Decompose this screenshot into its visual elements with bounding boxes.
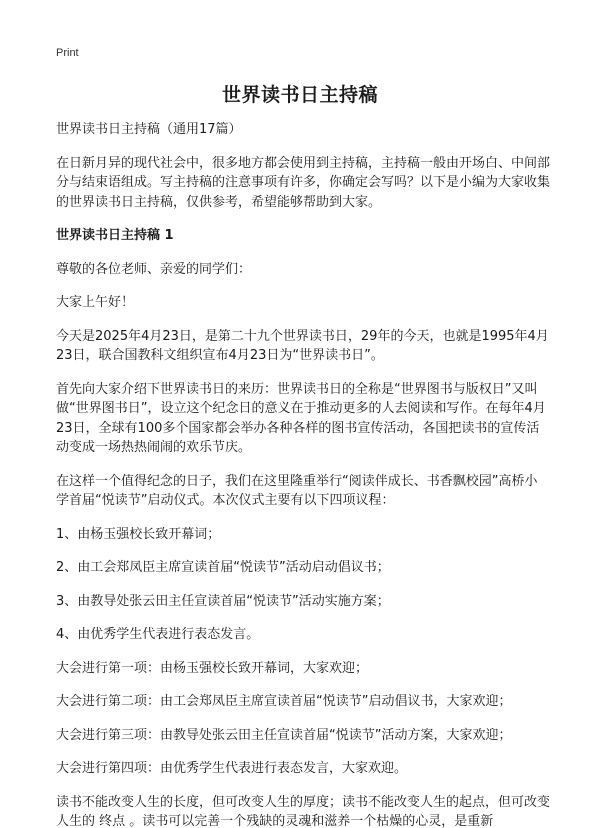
section-heading: 世界读书日主持稿 1 bbox=[56, 228, 174, 243]
paragraph-greeting: 尊敬的各位老师、亲爱的同学们： bbox=[56, 261, 252, 277]
document-body bbox=[56, 120, 550, 828]
paragraph-origin: 首先向大家介绍下世界读书日的来历：世界读书日的全称是“世界图书与版权日”又叫做“世界图书日”，设立这个纪念日的意义在于推动更多的人去阅读和写作。在每年4月23日，全球有100多个国家都会举办各种各样的图书宣传活动，各国把读书的宣传活动变成一场热热闹闹的欢乐节庆。 bbox=[56, 381, 546, 455]
paragraph-ceremony: 在这样一个值得纪念的日子，我们在这里隆重举行“阅读伴成长、书香飘校园”高桥小学首届“悦读节”启动仪式。本次仪式主要有以下四项议程： bbox=[56, 473, 538, 508]
proceeding-item-2: 大会进行第二项：由工会郑凤臣主席宣读首届“悦读节”启动倡议书，大家欢迎； bbox=[56, 694, 512, 709]
document-subtitle: 世界读书日主持稿（通用17篇） bbox=[56, 122, 242, 137]
agenda-item-4: 4、由优秀学生代表进行表态发言。 bbox=[56, 627, 260, 642]
agenda-item-2: 2、由工会郑凤臣主席宣读首届“悦读节”活动启动倡议书； bbox=[56, 560, 390, 575]
paragraph-date: 今天是2025年4月23日，是第二十九个世界读书日，29年的今天，也就是1995年4月23日，联合国教科文组织宣布4月23日为“世界读书日”。 bbox=[56, 328, 549, 363]
page-title: 世界读书日主持稿 bbox=[221, 84, 378, 106]
paragraph-morning: 大家上午好！ bbox=[56, 295, 135, 310]
print-link[interactable]: Print bbox=[56, 47, 79, 59]
intro-paragraph: 在日新月异的现代社会中，很多地方都会使用到主持稿，主持稿一般由开场白、中间部分与结束语组成。写主持稿的注意事项有许多，你确定会写吗？以下是小编为大家收集的世界读书日主持稿，仅供参考，希望能够帮助到大家。 bbox=[56, 155, 551, 210]
proceeding-item-1: 大会进行第一项：由杨玉强校长致开幕词，大家欢迎； bbox=[56, 660, 369, 676]
proceeding-item-4: 大会进行第四项：由优秀学生代表进行表态发言，大家欢迎。 bbox=[56, 761, 408, 776]
paragraph-closing: 读书不能改变人生的长度，但可改变人生的厚度；读书不能改变人生的起点，但可改变人生的 终点 。读书可以完善一个残缺的灵魂和滋养一个枯燥的心灵，是重新 bbox=[56, 794, 551, 828]
agenda-item-3: 3、由教导处张云田主任宣读首届“悦读节”活动实施方案； bbox=[56, 593, 390, 609]
proceeding-item-3: 大会进行第三项：由教导处张云田主任宣读首届“悦读节”活动方案，大家欢迎； bbox=[56, 727, 512, 743]
agenda-item-1: 1、由杨玉强校长致开幕词； bbox=[56, 526, 221, 542]
